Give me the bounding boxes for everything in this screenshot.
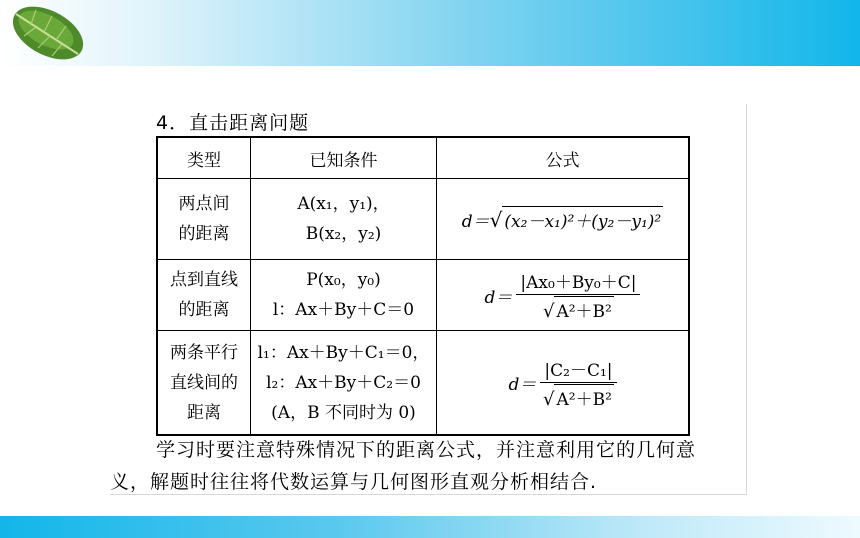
formula-radicand: (x₂－x₁)²＋(y₂－y₁)² <box>502 206 663 232</box>
header-type: 类型 <box>157 137 251 179</box>
sqrt-icon: √ (x₂－x₁)²＋(y₂－y₁)² <box>489 208 662 232</box>
bottom-banner <box>0 516 860 538</box>
table-row <box>157 260 689 331</box>
formula-numerator: |Ax₀＋By₀＋C| <box>516 268 640 295</box>
header-formula: 公式 <box>437 137 690 179</box>
type-cell <box>157 179 251 260</box>
two-point-formula <box>462 206 663 232</box>
type-cell <box>157 260 251 331</box>
formula-lhs: d＝ <box>484 287 513 308</box>
type-line: 点到直线 <box>170 270 238 290</box>
header-conditions: 已知条件 <box>251 137 437 179</box>
condition-line: B(x₂，y₂) <box>305 224 382 244</box>
formula-denominator: A²＋B² <box>554 296 613 322</box>
formula-cell <box>437 331 690 436</box>
condition-line: (A，B 不同时为 0) <box>271 402 416 423</box>
type-cell <box>157 331 251 436</box>
formula-cell <box>437 260 690 331</box>
condition-line: A(x₁，y₁)， <box>297 194 390 214</box>
conditions-cell <box>251 179 437 260</box>
distance-table <box>156 136 690 436</box>
paragraph-line: 学习时要注意特殊情况下的距离公式，并注意利用它的几何意 <box>156 439 697 461</box>
condition-line: P(x₀，y₀) <box>306 270 381 290</box>
sqrt-icon: √ A²＋B² <box>543 295 614 322</box>
type-line: 直线间的 <box>170 372 238 393</box>
fraction <box>540 356 616 410</box>
type-line: 两点间 <box>178 194 230 214</box>
sqrt-icon: √ A²＋B² <box>543 383 614 410</box>
conditions-cell <box>251 260 437 331</box>
top-banner <box>0 0 860 66</box>
conditions-cell <box>251 331 437 436</box>
parallel-lines-formula <box>509 356 617 410</box>
formula-lhs: d＝ <box>461 211 490 232</box>
fraction <box>516 268 640 322</box>
type-line: 距离 <box>187 402 221 423</box>
type-line: 两条平行 <box>170 342 238 363</box>
type-line: 的距离 <box>178 300 230 320</box>
condition-line: l₂：Ax＋By＋C₂＝0 <box>266 372 421 393</box>
summary-paragraph <box>110 434 746 498</box>
section-heading: 4．直击距离问题 <box>156 112 310 134</box>
table-row <box>157 331 689 436</box>
table-header-row <box>157 137 689 179</box>
formula-denominator: A²＋B² <box>554 384 613 410</box>
formula-lhs: d＝ <box>508 375 537 395</box>
formula-cell <box>437 179 690 260</box>
table-row <box>157 179 689 260</box>
condition-line: l₁：Ax＋By＋C₁＝0， <box>257 342 430 363</box>
slide-content <box>110 104 747 495</box>
point-line-formula <box>485 268 641 322</box>
paragraph-line: 义，解题时往往将代数运算与几何图形直观分析相结合. <box>110 471 598 493</box>
type-line: 的距离 <box>178 224 230 244</box>
leaf-icon <box>6 2 90 64</box>
formula-numerator: |C₂－C₁| <box>540 356 616 383</box>
condition-line: l：Ax＋By＋C＝0 <box>272 300 415 320</box>
